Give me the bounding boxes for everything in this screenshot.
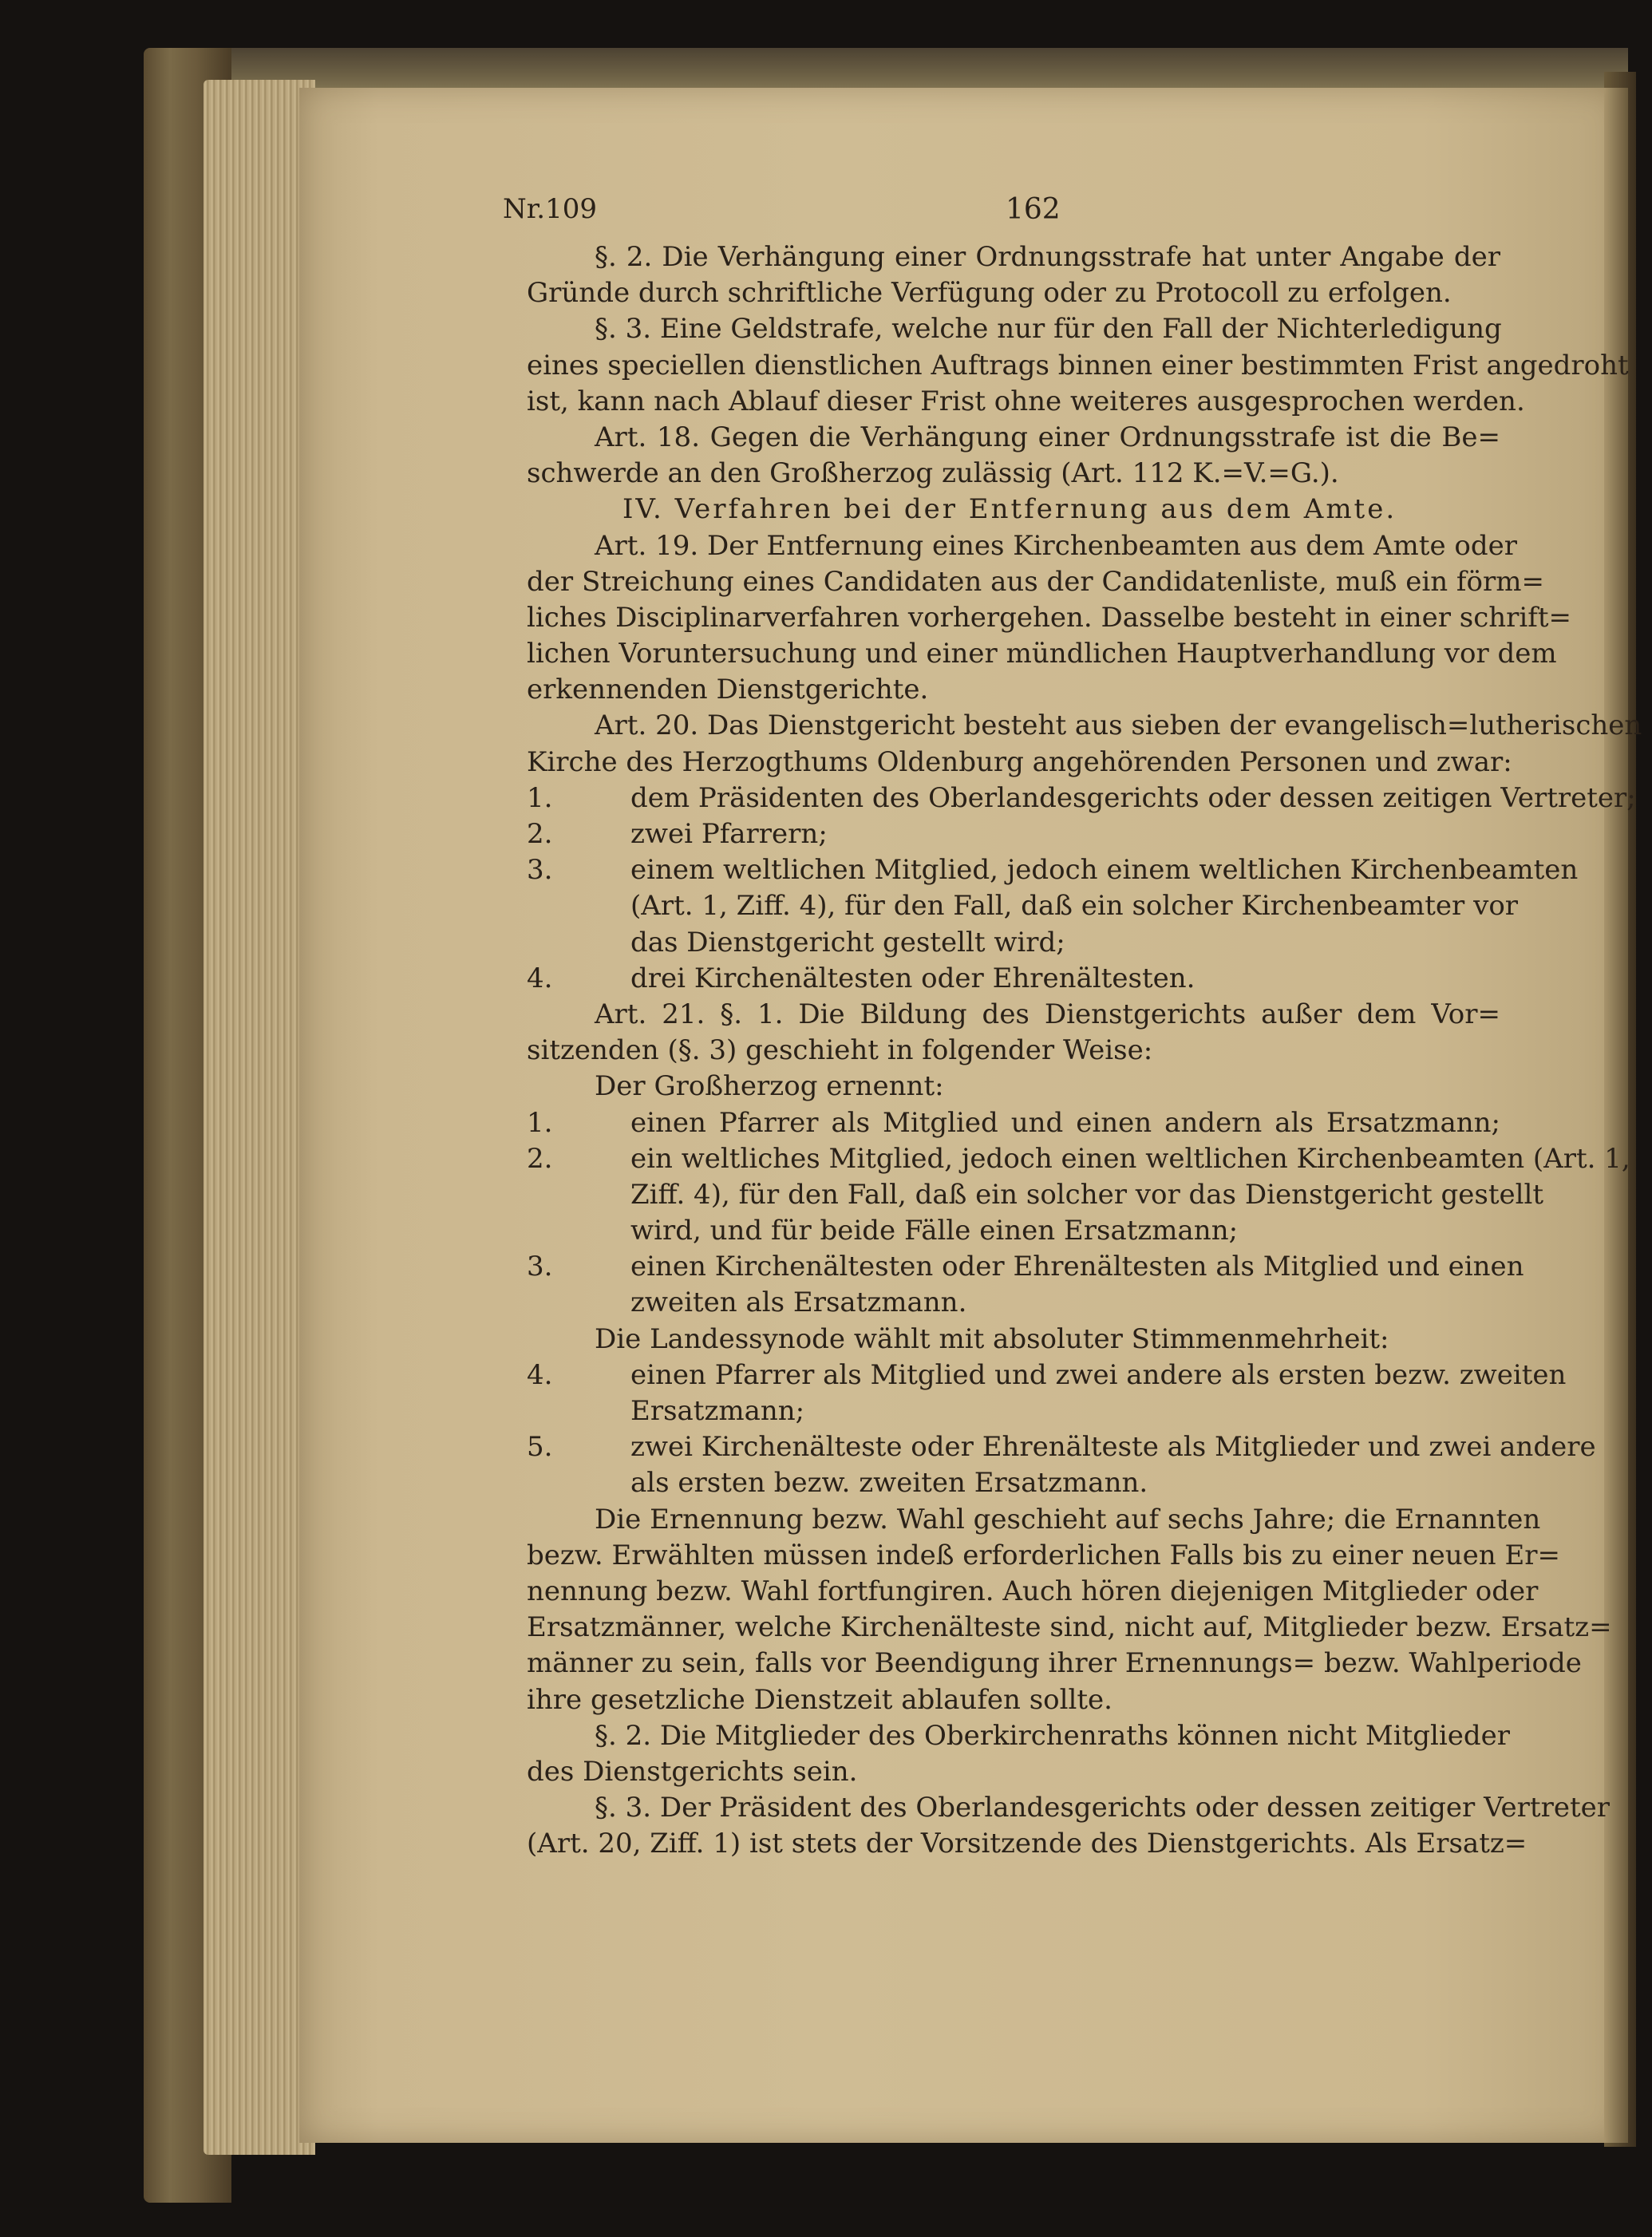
line-text: §. 2. Die Mitglieder des Oberkirchenraths können nicht Mitglieder: [595, 1719, 1511, 1752]
line-text: männer zu sein, falls vor Beendigung ihrer Ernennungs= bezw. Wahlperiode: [527, 1647, 1582, 1680]
line-text: bezw. Erwählten müssen indeß erforderlichen Falls bis zu einer neuen Er=: [527, 1539, 1561, 1571]
list-number: 2.: [527, 818, 553, 850]
text-line: [527, 1826, 1528, 1862]
page-text: [503, 192, 1642, 1862]
body-text: [527, 239, 1642, 1862]
text-line: [527, 1754, 1500, 1790]
text-line: [527, 997, 1500, 1033]
line-text: §. 2. Die Verhängung einer Ordnungsstrafe hat unter Angabe der: [595, 241, 1500, 273]
line-text: ist, kann nach Ablauf dieser Frist ohne weiteres ausgesprochen werden.: [527, 385, 1525, 417]
line-text: einen Pfarrer als Mitglied und einen andern als Ersatzmann;: [630, 1106, 1500, 1139]
line-text: einem weltlichen Mitglied, jedoch einem weltlichen Kirchenbeamten: [630, 854, 1579, 887]
line-text: zwei Kirchenälteste oder Ehrenälteste als Mitglieder und zwei andere: [630, 1431, 1596, 1464]
line-text: Ersatzmänner, welche Kirchenälteste sind, nicht auf, Mitglieder bezw. Ersatz=: [527, 1611, 1612, 1644]
text-line: [527, 1790, 1610, 1826]
line-text: lichen Voruntersuchung und einer mündlichen Hauptverhandlung vor dem: [527, 638, 1557, 670]
text-line: [527, 1069, 1500, 1105]
text-line: [527, 636, 1557, 672]
text-line: [527, 1213, 1500, 1249]
text-line: [527, 816, 1500, 852]
list-number: 1.: [527, 1106, 553, 1139]
line-text: der Streichung eines Candidaten aus der Candidatenliste, muß ein förm=: [527, 565, 1544, 598]
text-line: [527, 1285, 1500, 1321]
document-number: Nr.109: [503, 193, 597, 225]
page-number: 162: [1006, 193, 1061, 226]
text-line: [527, 420, 1500, 456]
text-line: [527, 925, 1500, 961]
line-text: Gründe durch schriftliche Verfügung oder zu Protocoll zu erfolgen.: [527, 277, 1452, 310]
text-line: [527, 348, 1629, 384]
list-number: 5.: [527, 1431, 553, 1464]
line-text: erkennenden Dienstgerichte.: [527, 674, 929, 706]
line-text: Art. 18. Gegen die Verhängung einer Ordnungsstrafe ist die Be=: [595, 421, 1500, 453]
line-text: drei Kirchenältesten oder Ehrenältesten.: [630, 962, 1196, 994]
line-text: dem Präsidenten des Oberlandesgerichts oder dessen zeitigen Vertreter;: [630, 781, 1636, 814]
text-line: [527, 1646, 1582, 1682]
text-line: [527, 1249, 1524, 1285]
page-gutter: [1604, 88, 1628, 2143]
text-line: [527, 708, 1642, 744]
line-text: Der Großherzog ernennt:: [595, 1070, 944, 1103]
line-text: Die Landessynode wählt mit absoluter Stimmenmehrheit:: [595, 1322, 1389, 1355]
list-number: 4.: [527, 962, 553, 994]
text-line: [527, 961, 1500, 997]
text-line: [527, 1610, 1612, 1646]
list-number: 4.: [527, 1358, 553, 1391]
line-text: zwei Pfarrern;: [630, 818, 828, 850]
text-line: [527, 1574, 1539, 1610]
line-text: Art. 19. Der Entfernung eines Kirchenbeamten aus dem Amte oder: [595, 529, 1517, 562]
text-line: [527, 1141, 1630, 1177]
text-line: [527, 492, 1500, 528]
text-line: [527, 239, 1500, 275]
line-text: IV. Verfahren bei der Entfernung aus dem Amte.: [622, 493, 1397, 526]
text-line: [527, 1682, 1500, 1718]
line-text: Die Ernennung bezw. Wahl geschieht auf sechs Jahre; die Ernannten: [595, 1503, 1541, 1535]
text-line: [527, 528, 1517, 564]
text-line: [527, 672, 1500, 708]
text-line: [527, 1393, 1500, 1429]
text-line: [527, 1502, 1541, 1538]
line-text: einen Pfarrer als Mitglied und zwei andere als ersten bezw. zweiten: [630, 1358, 1567, 1391]
line-text: liches Disciplinarverfahren vorhergehen. Dasselbe besteht in einer schrift=: [527, 601, 1572, 634]
text-line: [527, 384, 1525, 420]
text-line: [527, 1429, 1596, 1465]
text-line: [527, 781, 1636, 816]
text-line: [527, 1033, 1500, 1069]
line-text: Kirche des Herzogthums Oldenburg angehörenden Personen und zwar:: [527, 745, 1512, 778]
text-line: [527, 456, 1500, 492]
text-line: [527, 1465, 1500, 1501]
line-text: das Dienstgericht gestellt wird;: [630, 926, 1065, 958]
line-text: ihre gesetzliche Dienstzeit ablaufen sollte.: [527, 1683, 1113, 1716]
line-text: Art. 21. §. 1. Die Bildung des Dienstgerichts außer dem Vor=: [595, 998, 1500, 1030]
text-line: [527, 1322, 1500, 1358]
line-text: nennung bezw. Wahl fortfungiren. Auch hören diejenigen Mitglieder oder: [527, 1575, 1539, 1607]
line-text: (Art. 20, Ziff. 1) ist stets der Vorsitzende des Dienstgerichts. Als Ersatz=: [527, 1828, 1528, 1860]
text-line: [527, 745, 1512, 781]
list-number: 3.: [527, 1251, 553, 1283]
text-line: [527, 888, 1519, 924]
text-line: [527, 564, 1544, 600]
text-line: [527, 1538, 1561, 1574]
line-text: Art. 20. Das Dienstgericht besteht aus sieben der evangelisch=lutherischen: [595, 709, 1642, 742]
text-line: [527, 600, 1572, 636]
line-text: Ziff. 4), für den Fall, daß ein solcher vor das Dienstgericht gestellt: [630, 1178, 1544, 1211]
line-text: ein weltliches Mitglied, jedoch einen weltlichen Kirchenbeamten (Art. 1,: [630, 1142, 1630, 1175]
text-line: [527, 275, 1500, 311]
line-text: Ersatzmann;: [630, 1395, 805, 1427]
line-text: §. 3. Eine Geldstrafe, welche nur für den Fall der Nichterledigung: [595, 313, 1502, 346]
line-text: eines speciellen dienstlichen Auftrags binnen einer bestimmten Frist angedroht: [527, 349, 1629, 381]
text-line: [527, 1105, 1500, 1141]
text-line: [527, 1358, 1567, 1393]
line-text: des Dienstgerichts sein.: [527, 1755, 858, 1788]
running-head: [503, 192, 1500, 239]
line-text: wird, und für beide Fälle einen Ersatzmann;: [630, 1215, 1239, 1247]
page-edges: [204, 80, 315, 2155]
line-text: zweiten als Ersatzmann.: [630, 1286, 967, 1319]
line-text: §. 3. Der Präsident des Oberlandesgerichts oder dessen zeitiger Vertreter: [595, 1792, 1610, 1824]
list-number: 1.: [527, 781, 553, 814]
line-text: sitzenden (§. 3) geschieht in folgender Weise:: [527, 1034, 1153, 1067]
list-number: 2.: [527, 1142, 553, 1175]
text-line: [527, 1177, 1544, 1213]
line-text: einen Kirchenältesten oder Ehrenältesten als Mitglied und einen: [630, 1251, 1524, 1283]
line-text: als ersten bezw. zweiten Ersatzmann.: [630, 1467, 1148, 1500]
list-number: 3.: [527, 854, 553, 887]
text-line: [527, 1718, 1511, 1754]
line-text: (Art. 1, Ziff. 4), für den Fall, daß ein solcher Kirchenbeamter vor: [630, 890, 1519, 923]
text-line: [527, 311, 1500, 347]
line-text: schwerde an den Großherzog zulässig (Art. 112 K.=V.=G.).: [527, 457, 1339, 490]
text-line: [527, 852, 1579, 888]
